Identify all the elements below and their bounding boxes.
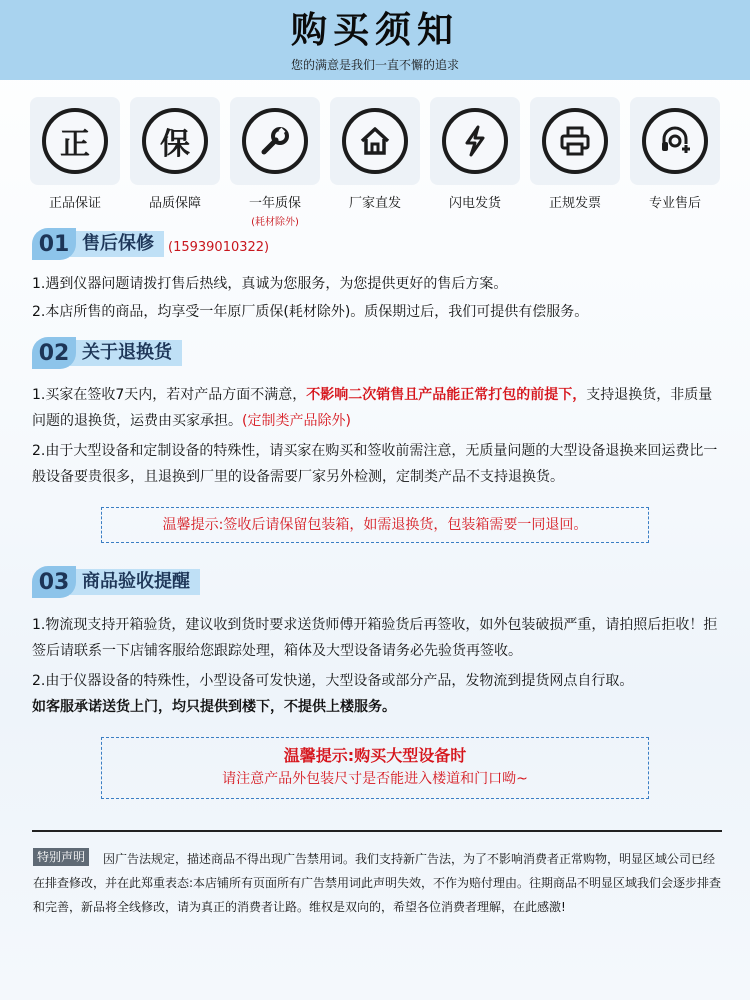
service-genuine [30,97,120,228]
section-01-header [32,228,269,260]
service-label: 闪电发货 [448,196,501,211]
zheng-icon: 正 [42,108,108,174]
delivery-note: 如客服承诺送货上门，均只提供到楼下，不提供上楼服务。 [32,699,396,715]
notice-box-large-equipment [101,737,649,799]
service-phone: (15939010322) [168,239,270,255]
section-01-para-2: 2.本店所售的商品，均享受一年原厂质保(耗材除外)。质保期过后，我们可提供有偿服务。 [32,304,589,320]
section-03-para-2: 2.由于仪器设备的特殊性，小型设备可发快递，大型设备或部分产品，发物流到提货网点自行取。 如客服承诺送货上门，均只提供到楼下，不提供上楼服务。 [32,673,634,715]
highlight-condition: 不影响二次销售且产品能正常打包的前提下， [306,387,587,403]
section-02-para-1: 1.买家在签收7天内，若对产品方面不满意，不影响二次销售且产品能正常打包的前提下，支持退换货，非质量问题的退换货，运费由买家承担。(定制类产品除外) [32,387,713,429]
service-label: 品质保障 [148,196,201,211]
service-label: 正品保证 [48,196,101,211]
section-02-para-2: 2.由于大型设备和定制设备的特殊性，请买家在购买和签收前需注意，无质量问题的大型设备退换来回运费比一般设备要贵很多，且退换到厂里的设备需要厂家另外检测，定制类产品不支持退换货。 [32,443,718,485]
service-warranty [230,97,320,228]
service-icons [30,97,720,228]
notice-title: 温馨提示:购买大型设备时 [283,746,467,765]
service-quality [130,97,220,228]
service-factory-direct [330,97,420,228]
service-after-sales [630,97,720,228]
printer-icon [542,108,608,174]
section-title: 商品验收提醒 [70,569,200,595]
wrench-icon [242,108,308,174]
service-label: 正规发票 [548,196,601,211]
notice-body: 请注意产品外包装尺寸是否能进入楼道和门口呦~ [222,771,528,787]
custom-exclusion: (定制类产品除外) [242,413,351,429]
lightning-icon [442,108,508,174]
page-title: 购买须知 [290,10,459,51]
headset-icon [642,108,708,174]
page-header [0,0,750,80]
service-fast-shipping [430,97,520,228]
section-number: 03 [32,566,76,598]
service-label: 厂家直发 [348,196,401,211]
house-icon [342,108,408,174]
bao-icon: 保 [142,108,208,174]
declaration-text: 因广告法规定，描述商品不得出现广告禁用词。我们支持新广告法，为了不影响消费者正常购物，明显区域公司已经在排查修改，并在此郑重表态:本店铺所有页面所有广告禁用词此声明失效，不作为赔付理由。往期商品不明显区域我们会逐步排查和完善，新品将全线修改，请为真正的消费者让路。维权是双向的，希望各位消费者理解，在此感激! [33,852,722,914]
section-01-para-1: 1.遇到仪器问题请拨打售后热线，真诚为您服务，为您提供更好的售后方案。 [32,276,508,292]
service-label: 一年质保 [248,196,301,211]
section-title: 售后保修 [70,231,164,257]
divider [32,830,722,832]
section-03-para-1: 1.物流现支持开箱验货，建议收到货时要求送货师傅开箱验货后再签收，如外包装破损严重，请拍照后拒收！拒签后请联系一下店铺客服给您跟踪处理，箱体及大型设备请务必先验货再签收。 [32,617,718,659]
service-label: 专业售后 [648,196,701,211]
notice-box-returns: 温馨提示:签收后请保留包装箱，如需退换货，包装箱需要一同退回。 [101,507,649,543]
service-invoice [530,97,620,228]
section-number: 02 [32,337,76,369]
page-subtitle: 您的满意是我们一直不懈的追求 [290,58,459,72]
service-sublabel: (耗材除外) [251,217,299,228]
section-number: 01 [32,228,76,260]
declaration-tag: 特别声明 [33,848,89,866]
section-02-header [32,337,182,369]
section-title: 关于退换货 [70,340,182,366]
section-03-header [32,566,200,598]
